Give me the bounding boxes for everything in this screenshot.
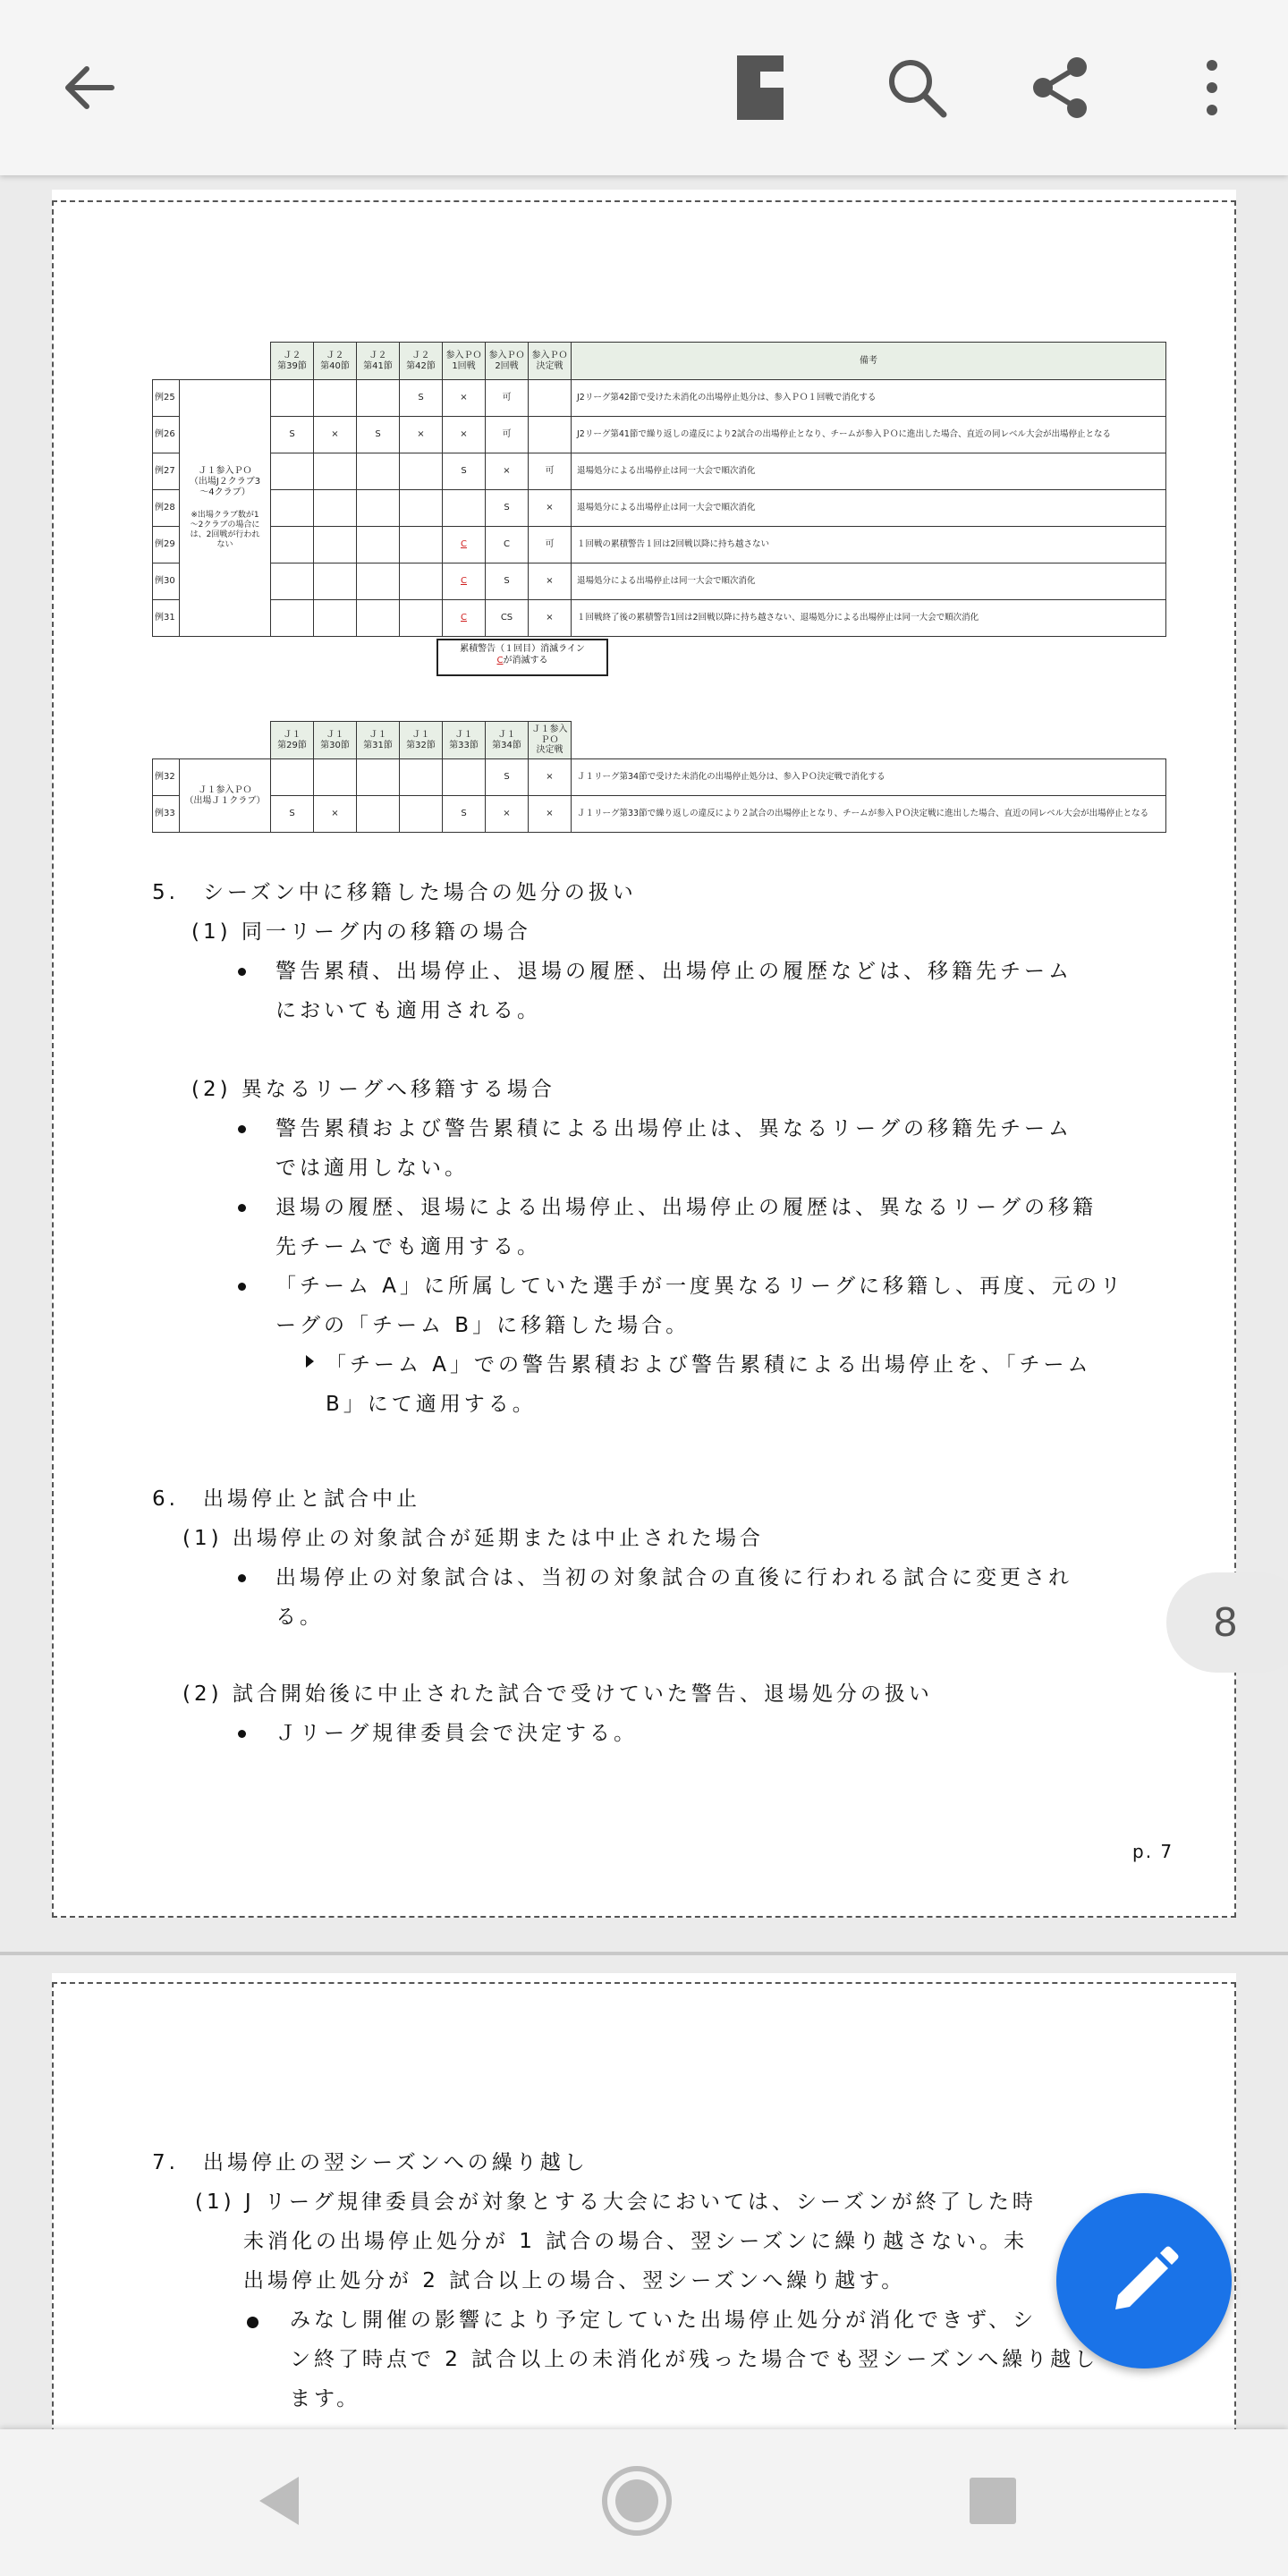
system-navigation-bar: [0, 2429, 1288, 2576]
row-id: 例28: [153, 490, 180, 527]
table-cell: ×: [314, 796, 357, 833]
table-header: 参入ＰＯ 決定戦: [529, 343, 572, 380]
table-cell: [314, 490, 357, 527]
suspension-table-j1: [152, 721, 1166, 833]
table-cell: S: [400, 380, 443, 417]
table-header: Ｊ２ 第39節: [271, 343, 314, 380]
table-cell: [314, 527, 357, 564]
sec5-2-b3-line1: 「チーム A」に所属していた選手が一度異なるリーグに移籍し、再度、元のリ: [275, 1275, 1125, 1298]
table-cell: [357, 759, 400, 796]
table-cell: C: [443, 600, 486, 637]
table-cell: S: [486, 759, 529, 796]
table-cell: C: [443, 564, 486, 600]
table-cell: [314, 600, 357, 637]
table-row: [153, 490, 1166, 527]
bookmark-button[interactable]: [716, 43, 805, 132]
table-cell: [529, 380, 572, 417]
nav-home-button[interactable]: [592, 2456, 682, 2546]
table-header: 参入ＰＯ 2回戦: [486, 343, 529, 380]
sec7-b1-line2: ン終了時点で 2 試合以上の未消化が残った場合でも翌シーズンへ繰り越し: [290, 2348, 1099, 2371]
legend-text: が消滅する: [503, 656, 548, 665]
table-cell: [271, 600, 314, 637]
table-row: [153, 417, 1166, 453]
table-cell: ×: [486, 453, 529, 490]
table-cell: [357, 380, 400, 417]
row-id: 例31: [153, 600, 180, 637]
remark-cell: J2リーグ第41節で繰り返しの違反により2試合の出場停止となり、チームが参入ＰＯに進出した場合、直近の同レベル大会が出場停止となる: [572, 417, 1166, 453]
group-label: Ｊ１参入ＰＯ （出場Ｊ１クラブ）: [180, 759, 271, 833]
section-7-heading: 7. 出場停止の翌シーズンへの繰り越し: [152, 2151, 589, 2174]
nav-recents-square-icon: [968, 2476, 1018, 2526]
sub-bullet-arrow: [306, 1355, 314, 1368]
table-cell: [271, 380, 314, 417]
page-indicator: [1166, 1572, 1288, 1673]
table-cell: S: [443, 453, 486, 490]
edit-fab-button[interactable]: [1056, 2193, 1232, 2368]
table-cell: 可: [486, 417, 529, 453]
sec5-1-b1-line2: においても適用される。: [275, 999, 541, 1022]
table-row: [153, 380, 1166, 417]
row-id: 例32: [153, 759, 180, 796]
page-number: p. 7: [1132, 1841, 1174, 1862]
table-cell: [357, 796, 400, 833]
share-icon: [1028, 55, 1092, 120]
table-cell: ×: [529, 759, 572, 796]
search-icon: [885, 55, 949, 120]
sec6-1-b1-line2: る。: [275, 1606, 324, 1629]
more-options-button[interactable]: [1167, 43, 1257, 132]
table-cell: [443, 759, 486, 796]
table-cell: [271, 564, 314, 600]
table-cell: [400, 527, 443, 564]
table-row: [153, 564, 1166, 600]
sec5-1-b1-line1: 警告累積、出場停止、退場の履歴、出場停止の履歴などは、移籍先チーム: [275, 960, 1072, 983]
row-id: 例26: [153, 417, 180, 453]
nav-back-triangle-icon: [254, 2473, 304, 2529]
table-cell: [443, 490, 486, 527]
table-cell: ×: [529, 564, 572, 600]
table-cell: C: [486, 527, 529, 564]
legend-line2: [438, 655, 606, 666]
table-cell: [400, 490, 443, 527]
sec7-line3: 出場停止処分が 2 試合以上の場合、翌シーズンへ繰り越す。: [243, 2269, 906, 2292]
table-cell: [314, 380, 357, 417]
row-id: 例29: [153, 527, 180, 564]
table-cell: ×: [529, 600, 572, 637]
remark-cell: １回戦の累積警告１回は2回戦以降に持ち越さない: [572, 527, 1166, 564]
table-header: Ｊ１ 第33節: [443, 722, 486, 759]
section-5-2-heading: (2) 異なるリーグへ移籍する場合: [191, 1078, 555, 1101]
remark-cell: Ｊ１リーグ第34節で受けた未消化の出場停止処分は、参入ＰＯ決定戦で消化する: [572, 759, 1166, 796]
section-6-1-heading: (1) 出場停止の対象試合が延期または中止された場合: [182, 1527, 764, 1550]
table-cell: S: [486, 490, 529, 527]
more-vertical-icon: [1203, 56, 1221, 119]
remark-cell: Ｊ１リーグ第33節で繰り返しの違反により２試合の出場停止となり、チームが参入ＰＯ決定戦に進出した場合、直近の同レベル大会が出場停止となる: [572, 796, 1166, 833]
table-row: [153, 759, 1166, 796]
legend-mark: C: [496, 656, 504, 665]
suspension-table-j2: [152, 342, 1166, 637]
nav-back-button[interactable]: [234, 2456, 324, 2546]
remark-cell: 退場処分による出場停止は同一大会で順次消化: [572, 453, 1166, 490]
pdf-page-8: [52, 1973, 1236, 2429]
table-cell: [357, 600, 400, 637]
sec5-2-b2-line1: 退場の履歴、退場による出場停止、出場停止の履歴は、異なるリーグの移籍: [275, 1196, 1097, 1219]
sec5-2-b2-line2: 先チームでも適用する。: [275, 1235, 541, 1258]
table-row: [153, 453, 1166, 490]
bullet: [238, 1125, 246, 1133]
table-cell: S: [271, 417, 314, 453]
bullet: [238, 1730, 246, 1738]
table-cell: [314, 564, 357, 600]
sec6-1-b1-line1: 出場停止の対象試合は、当初の対象試合の直後に行われる試合に変更され: [275, 1566, 1072, 1589]
legend-box: [436, 639, 608, 676]
bullet: [238, 1574, 246, 1582]
table-cell: S: [486, 564, 529, 600]
bullet: [238, 968, 246, 976]
table-cell: 可: [529, 527, 572, 564]
sec5-2-b3-line2: ーグの「チーム B」に移籍した場合。: [275, 1314, 691, 1337]
table-header: Ｊ１ 第29節: [271, 722, 314, 759]
table-cell: 可: [486, 380, 529, 417]
table-cell: [357, 490, 400, 527]
group-label: Ｊ１参入ＰＯ （出場J２クラブ3 ～4クラブ） ※出場クラブ数が1 ～2クラブの場合に は、2回戦が行われ ない: [180, 380, 271, 637]
edit-pencil-icon: [1106, 2243, 1182, 2318]
search-button[interactable]: [872, 43, 962, 132]
remark-cell: 退場処分による出場停止は同一大会で順次消化: [572, 564, 1166, 600]
table-cell: ×: [400, 417, 443, 453]
legend-line1: 累積警告（１回目）消滅ライン: [460, 644, 585, 654]
table-header: 備考: [572, 343, 1166, 380]
table-cell: [529, 417, 572, 453]
table-cell: S: [443, 796, 486, 833]
table-cell: ×: [529, 796, 572, 833]
table-header: Ｊ１ 第30節: [314, 722, 357, 759]
sec5-2-b1-line1: 警告累積および警告累積による出場停止は、異なるリーグの移籍先チーム: [275, 1117, 1072, 1140]
pdf-page-7: [52, 190, 1236, 1918]
table-cell: ×: [314, 417, 357, 453]
table-cell: [400, 600, 443, 637]
sec7-b1-line3: ます。: [290, 2387, 361, 2411]
table-header: Ｊ１ 第34節: [486, 722, 529, 759]
row-id: 例27: [153, 453, 180, 490]
table-header: Ｊ２ 第42節: [400, 343, 443, 380]
page-separator: [0, 1952, 1288, 1955]
table-cell: [400, 453, 443, 490]
share-button[interactable]: [1015, 43, 1105, 132]
table-header: 参入ＰＯ 1回戦: [443, 343, 486, 380]
sec5-2-b3-sub-line1: 「チーム A」での警告累積および警告累積による出場停止を、「チーム: [326, 1353, 1092, 1377]
remark-cell: １回戦終了後の累積警告1回は2回戦以降に持ち越さない、退場処分による出場停止は同一大会で順次消化: [572, 600, 1166, 637]
bullet: [247, 2317, 258, 2328]
arrow-left-icon: [56, 56, 119, 119]
section-5-1-heading: (1) 同一リーグ内の移籍の場合: [191, 920, 531, 944]
sec5-2-b3-sub-line2: B」にて適用する。: [326, 1393, 537, 1416]
table-row: [153, 796, 1166, 833]
table-cell: S: [271, 796, 314, 833]
sec7-line2: 未消化の出場停止処分が 1 試合の場合、翌シーズンに繰り越さない。未: [243, 2230, 1029, 2253]
table-cell: [357, 453, 400, 490]
table-row: [153, 600, 1166, 637]
document-viewer[interactable]: [0, 175, 1288, 2429]
bullet: [238, 1283, 246, 1291]
table-cell: S: [357, 417, 400, 453]
sec6-2-b1-line1: Ｊリーグ規律委員会で決定する。: [275, 1722, 638, 1745]
remark-cell: J2リーグ第42節で受けた未消化の出場停止処分は、参入ＰＯ１回戦で消化する: [572, 380, 1166, 417]
table-cell: [357, 564, 400, 600]
table-header: Ｊ１ 第32節: [400, 722, 443, 759]
table-cell: [400, 759, 443, 796]
table-cell: [271, 490, 314, 527]
section-6-2-heading: (2) 試合開始後に中止された試合で受けていた警告、退場処分の扱い: [182, 1682, 933, 1706]
nav-recents-button[interactable]: [948, 2456, 1038, 2546]
bookmark-icon: [733, 52, 787, 123]
table-cell: 可: [529, 453, 572, 490]
section-6-heading: 6. 出場停止と試合中止: [152, 1487, 420, 1511]
section-5-heading: 5. シーズン中に移籍した場合の処分の扱い: [152, 881, 637, 904]
table-cell: [314, 759, 357, 796]
sec7-b1-line1: みなし開催の影響により予定していた出場停止処分が消化できず、シ: [290, 2309, 1038, 2332]
table-cell: C: [443, 527, 486, 564]
row-id: 例30: [153, 564, 180, 600]
table-cell: ×: [486, 796, 529, 833]
table-cell: ×: [529, 490, 572, 527]
table-header: Ｊ１ 第31節: [357, 722, 400, 759]
table-header: Ｊ２ 第40節: [314, 343, 357, 380]
table-cell: ×: [443, 380, 486, 417]
row-id: 例25: [153, 380, 180, 417]
table-cell: [400, 796, 443, 833]
page-indicator-number: 8: [1213, 1599, 1238, 1646]
row-id: 例33: [153, 796, 180, 833]
back-button[interactable]: [43, 43, 132, 132]
remark-cell: 退場処分による出場停止は同一大会で順次消化: [572, 490, 1166, 527]
top-app-bar: [0, 0, 1288, 175]
table-cell: ×: [443, 417, 486, 453]
nav-home-circle-icon: [599, 2463, 674, 2538]
table-cell: [271, 527, 314, 564]
table-cell: [271, 453, 314, 490]
table-cell: [357, 527, 400, 564]
sec7-line1: (1) J リーグ規律委員会が対象とする大会においては、シーズンが終了した時: [195, 2190, 1037, 2214]
table-cell: CS: [486, 600, 529, 637]
table-cell: [314, 453, 357, 490]
table-header: Ｊ１参入 ＰＯ 決定戦: [529, 722, 572, 759]
sec5-2-b1-line2: では適用しない。: [275, 1157, 469, 1180]
table-cell: [400, 564, 443, 600]
table-header: Ｊ２ 第41節: [357, 343, 400, 380]
bullet: [238, 1204, 246, 1212]
table-row: [153, 527, 1166, 564]
table-cell: [271, 759, 314, 796]
